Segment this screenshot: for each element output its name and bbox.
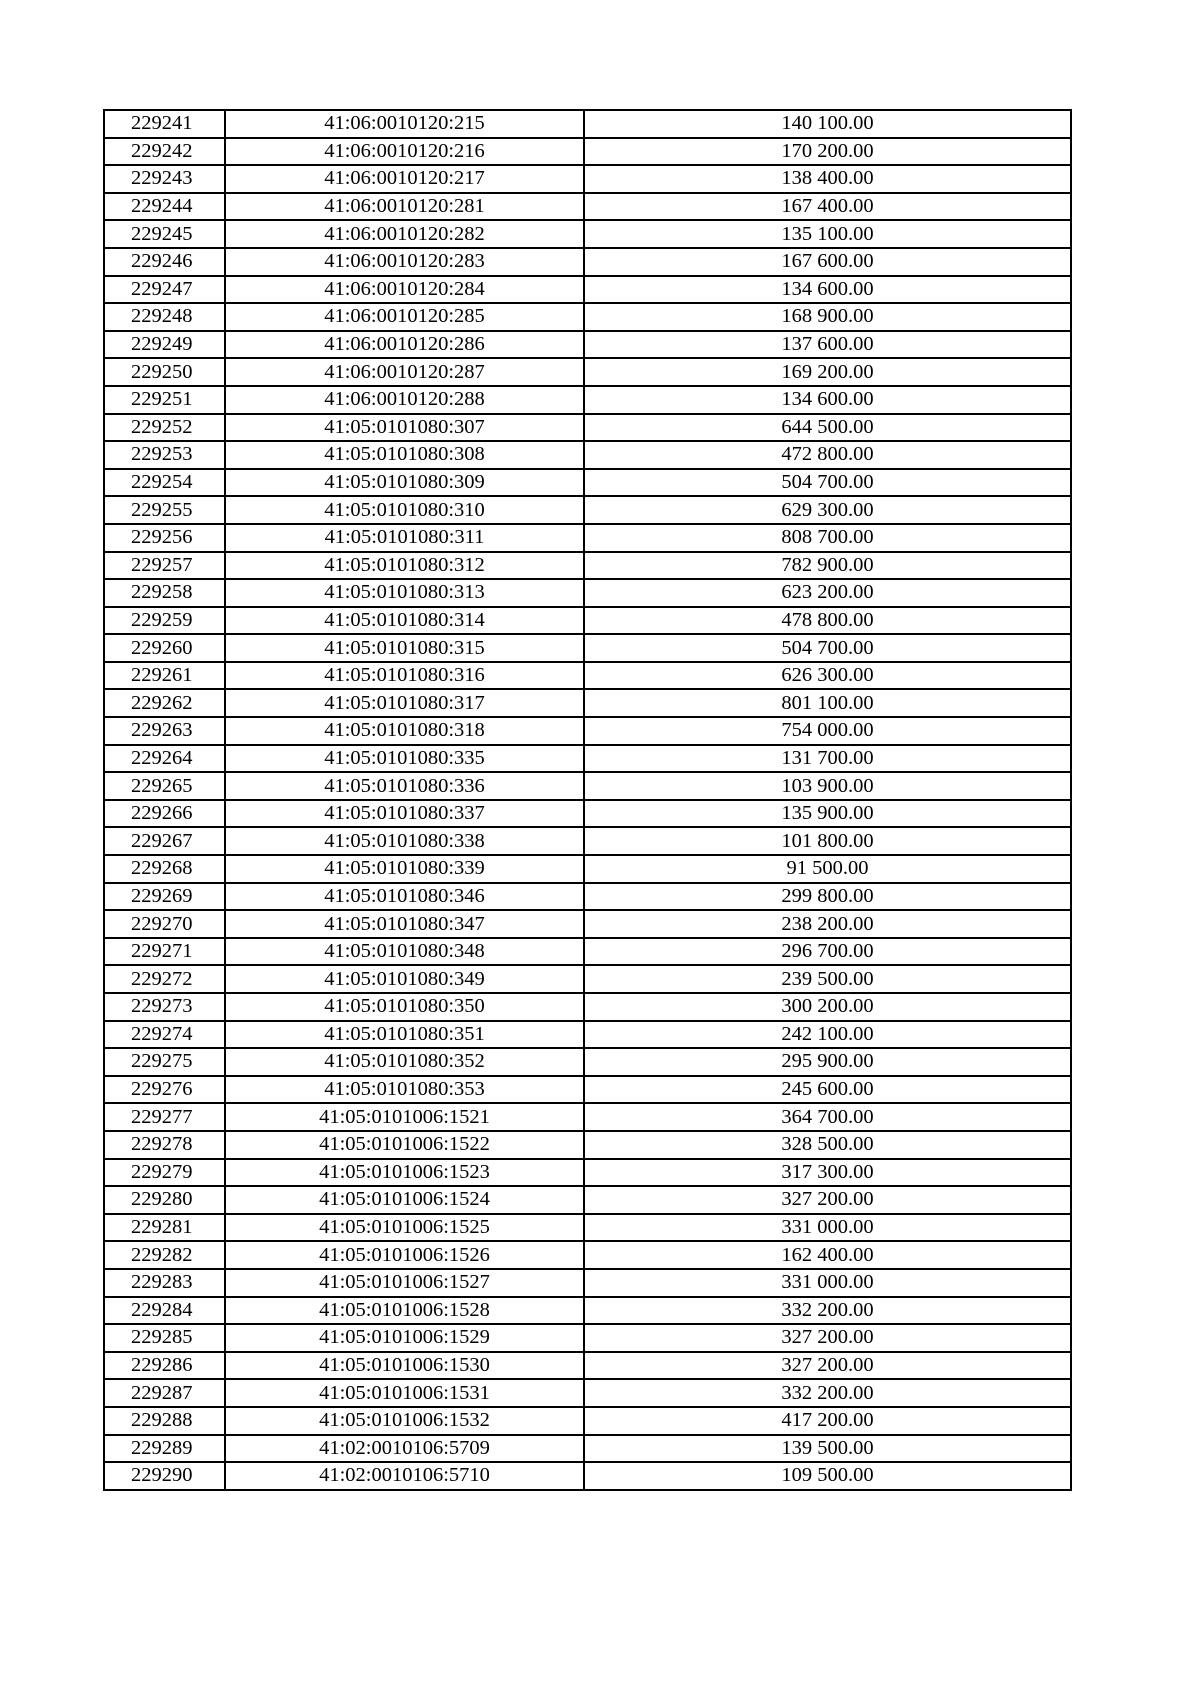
cadastral-value-cell: 103 900.00 [584, 772, 1071, 800]
table-row [104, 1214, 1071, 1242]
row-number-cell: 229284 [104, 1297, 225, 1325]
table-row [104, 910, 1071, 938]
cadastral-value-cell: 167 400.00 [584, 193, 1071, 221]
table-row [104, 1462, 1071, 1490]
table-row [104, 552, 1071, 580]
cadastral-number-cell: 41:05:0101080:351 [225, 1021, 584, 1049]
row-number-cell: 229286 [104, 1352, 225, 1380]
row-number-cell: 229245 [104, 220, 225, 248]
cadastral-number-cell: 41:05:0101080:316 [225, 662, 584, 690]
cadastral-value-cell: 242 100.00 [584, 1021, 1071, 1049]
cadastral-number-cell: 41:05:0101006:1522 [225, 1131, 584, 1159]
cadastral-value-cell: 138 400.00 [584, 165, 1071, 193]
table-row [104, 165, 1071, 193]
table-row [104, 276, 1071, 304]
row-number-cell: 229285 [104, 1324, 225, 1352]
cadastral-value-cell: 332 200.00 [584, 1379, 1071, 1407]
cadastral-number-cell: 41:05:0101080:317 [225, 689, 584, 717]
row-number-cell: 229267 [104, 827, 225, 855]
table-row [104, 1324, 1071, 1352]
table-row [104, 138, 1071, 166]
table-body [104, 110, 1071, 1490]
cadastral-value-cell: 327 200.00 [584, 1186, 1071, 1214]
cadastral-number-cell: 41:05:0101006:1523 [225, 1159, 584, 1187]
cadastral-value-cell: 364 700.00 [584, 1103, 1071, 1131]
cadastral-number-cell: 41:05:0101080:349 [225, 965, 584, 993]
cadastral-value-cell: 139 500.00 [584, 1435, 1071, 1463]
row-number-cell: 229273 [104, 993, 225, 1021]
row-number-cell: 229289 [104, 1435, 225, 1463]
cadastral-value-cell: 629 300.00 [584, 496, 1071, 524]
table-row [104, 110, 1071, 138]
table-row [104, 883, 1071, 911]
cadastral-value-cell: 299 800.00 [584, 883, 1071, 911]
table-row [104, 634, 1071, 662]
table-row [104, 1269, 1071, 1297]
cadastral-value-cell: 295 900.00 [584, 1048, 1071, 1076]
table-row [104, 386, 1071, 414]
cadastral-value-cell: 131 700.00 [584, 745, 1071, 773]
cadastral-number-cell: 41:02:0010106:5709 [225, 1435, 584, 1463]
cadastral-value-cell: 808 700.00 [584, 524, 1071, 552]
row-number-cell: 229276 [104, 1076, 225, 1104]
cadastral-value-cell: 626 300.00 [584, 662, 1071, 690]
row-number-cell: 229257 [104, 552, 225, 580]
row-number-cell: 229243 [104, 165, 225, 193]
cadastral-number-cell: 41:05:0101006:1527 [225, 1269, 584, 1297]
cadastral-number-cell: 41:05:0101080:318 [225, 717, 584, 745]
cadastral-value-cell: 109 500.00 [584, 1462, 1071, 1490]
row-number-cell: 229248 [104, 303, 225, 331]
row-number-cell: 229274 [104, 1021, 225, 1049]
table-row [104, 1379, 1071, 1407]
cadastral-number-cell: 41:05:0101080:337 [225, 800, 584, 828]
table-row [104, 1103, 1071, 1131]
cadastral-number-cell: 41:05:0101080:313 [225, 579, 584, 607]
cadastral-number-cell: 41:05:0101080:339 [225, 855, 584, 883]
table-row [104, 1297, 1071, 1325]
cadastral-value-cell: 623 200.00 [584, 579, 1071, 607]
cadastral-number-cell: 41:05:0101006:1529 [225, 1324, 584, 1352]
row-number-cell: 229278 [104, 1131, 225, 1159]
row-number-cell: 229270 [104, 910, 225, 938]
cadastral-value-cell: 239 500.00 [584, 965, 1071, 993]
table-row [104, 1021, 1071, 1049]
cadastral-number-cell: 41:05:0101080:346 [225, 883, 584, 911]
table-row [104, 938, 1071, 966]
cadastral-value-cell: 169 200.00 [584, 358, 1071, 386]
cadastral-value-cell: 296 700.00 [584, 938, 1071, 966]
row-number-cell: 229242 [104, 138, 225, 166]
table-row [104, 220, 1071, 248]
cadastral-number-cell: 41:05:0101080:312 [225, 552, 584, 580]
row-number-cell: 229277 [104, 1103, 225, 1131]
table-row [104, 827, 1071, 855]
cadastral-number-cell: 41:05:0101080:314 [225, 607, 584, 635]
table-row [104, 1131, 1071, 1159]
cadastral-value-cell: 137 600.00 [584, 331, 1071, 359]
row-number-cell: 229259 [104, 607, 225, 635]
table-row [104, 1076, 1071, 1104]
row-number-cell: 229269 [104, 883, 225, 911]
row-number-cell: 229275 [104, 1048, 225, 1076]
cadastral-number-cell: 41:06:0010120:284 [225, 276, 584, 304]
row-number-cell: 229264 [104, 745, 225, 773]
table-row [104, 993, 1071, 1021]
row-number-cell: 229272 [104, 965, 225, 993]
cadastral-number-cell: 41:06:0010120:288 [225, 386, 584, 414]
cadastral-number-cell: 41:06:0010120:287 [225, 358, 584, 386]
table-row [104, 1352, 1071, 1380]
cadastral-value-cell: 417 200.00 [584, 1407, 1071, 1435]
cadastral-value-cell: 167 600.00 [584, 248, 1071, 276]
table-row [104, 1407, 1071, 1435]
cadastral-value-cell: 782 900.00 [584, 552, 1071, 580]
cadastral-number-cell: 41:05:0101006:1528 [225, 1297, 584, 1325]
row-number-cell: 229281 [104, 1214, 225, 1242]
cadastral-value-cell: 504 700.00 [584, 634, 1071, 662]
row-number-cell: 229255 [104, 496, 225, 524]
cadastral-number-cell: 41:05:0101080:310 [225, 496, 584, 524]
row-number-cell: 229253 [104, 441, 225, 469]
row-number-cell: 229279 [104, 1159, 225, 1187]
cadastral-value-cell: 168 900.00 [584, 303, 1071, 331]
cadastral-number-cell: 41:05:0101080:335 [225, 745, 584, 773]
row-number-cell: 229254 [104, 469, 225, 497]
table-row [104, 1435, 1071, 1463]
cadastral-number-cell: 41:02:0010106:5710 [225, 1462, 584, 1490]
cadastral-number-cell: 41:05:0101080:353 [225, 1076, 584, 1104]
row-number-cell: 229246 [104, 248, 225, 276]
cadastral-number-cell: 41:05:0101006:1521 [225, 1103, 584, 1131]
row-number-cell: 229256 [104, 524, 225, 552]
cadastral-number-cell: 41:06:0010120:216 [225, 138, 584, 166]
cadastral-value-cell: 135 100.00 [584, 220, 1071, 248]
cadastral-value-cell: 91 500.00 [584, 855, 1071, 883]
table-row [104, 689, 1071, 717]
cadastral-value-cell: 331 000.00 [584, 1214, 1071, 1242]
table-row [104, 579, 1071, 607]
cadastral-number-cell: 41:05:0101080:308 [225, 441, 584, 469]
cadastral-value-cell: 162 400.00 [584, 1241, 1071, 1269]
cadastral-number-cell: 41:05:0101006:1531 [225, 1379, 584, 1407]
cadastral-number-cell: 41:06:0010120:217 [225, 165, 584, 193]
row-number-cell: 229258 [104, 579, 225, 607]
row-number-cell: 229251 [104, 386, 225, 414]
cadastral-number-cell: 41:05:0101080:347 [225, 910, 584, 938]
cadastral-value-cell: 135 900.00 [584, 800, 1071, 828]
cadastral-number-cell: 41:05:0101080:352 [225, 1048, 584, 1076]
table-row [104, 800, 1071, 828]
row-number-cell: 229282 [104, 1241, 225, 1269]
cadastral-value-cell: 801 100.00 [584, 689, 1071, 717]
row-number-cell: 229265 [104, 772, 225, 800]
cadastral-number-cell: 41:05:0101080:311 [225, 524, 584, 552]
cadastral-number-cell: 41:05:0101080:348 [225, 938, 584, 966]
table-row [104, 717, 1071, 745]
row-number-cell: 229263 [104, 717, 225, 745]
cadastral-value-cell: 327 200.00 [584, 1324, 1071, 1352]
table-row [104, 662, 1071, 690]
row-number-cell: 229262 [104, 689, 225, 717]
cadastral-value-cell: 478 800.00 [584, 607, 1071, 635]
cadastral-value-cell: 134 600.00 [584, 276, 1071, 304]
row-number-cell: 229280 [104, 1186, 225, 1214]
table-row [104, 1048, 1071, 1076]
cadastral-number-cell: 41:05:0101080:350 [225, 993, 584, 1021]
cadastral-value-cell: 754 000.00 [584, 717, 1071, 745]
row-number-cell: 229244 [104, 193, 225, 221]
cadastral-number-cell: 41:05:0101080:315 [225, 634, 584, 662]
cadastral-value-cell: 472 800.00 [584, 441, 1071, 469]
table-row [104, 358, 1071, 386]
row-number-cell: 229261 [104, 662, 225, 690]
cadastral-number-cell: 41:05:0101080:307 [225, 414, 584, 442]
table-row [104, 965, 1071, 993]
row-number-cell: 229252 [104, 414, 225, 442]
row-number-cell: 229250 [104, 358, 225, 386]
table-row [104, 1241, 1071, 1269]
cadastral-number-cell: 41:05:0101006:1526 [225, 1241, 584, 1269]
table-row [104, 1186, 1071, 1214]
cadastral-number-cell: 41:05:0101080:309 [225, 469, 584, 497]
row-number-cell: 229247 [104, 276, 225, 304]
table-row [104, 441, 1071, 469]
cadastral-number-cell: 41:05:0101080:336 [225, 772, 584, 800]
table-row [104, 607, 1071, 635]
row-number-cell: 229268 [104, 855, 225, 883]
cadastral-value-table [103, 109, 1072, 1491]
cadastral-number-cell: 41:06:0010120:285 [225, 303, 584, 331]
cadastral-number-cell: 41:05:0101006:1524 [225, 1186, 584, 1214]
row-number-cell: 229249 [104, 331, 225, 359]
cadastral-number-cell: 41:05:0101006:1530 [225, 1352, 584, 1380]
row-number-cell: 229241 [104, 110, 225, 138]
cadastral-number-cell: 41:05:0101006:1532 [225, 1407, 584, 1435]
cadastral-value-cell: 331 000.00 [584, 1269, 1071, 1297]
row-number-cell: 229260 [104, 634, 225, 662]
table-row [104, 414, 1071, 442]
cadastral-number-cell: 41:06:0010120:283 [225, 248, 584, 276]
cadastral-value-cell: 332 200.00 [584, 1297, 1071, 1325]
table-row [104, 248, 1071, 276]
cadastral-value-cell: 101 800.00 [584, 827, 1071, 855]
row-number-cell: 229288 [104, 1407, 225, 1435]
cadastral-value-cell: 328 500.00 [584, 1131, 1071, 1159]
table-row [104, 745, 1071, 773]
cadastral-value-cell: 238 200.00 [584, 910, 1071, 938]
cadastral-value-cell: 140 100.00 [584, 110, 1071, 138]
table-row [104, 193, 1071, 221]
row-number-cell: 229283 [104, 1269, 225, 1297]
table-row [104, 855, 1071, 883]
table-row [104, 469, 1071, 497]
table-row [104, 496, 1071, 524]
table-row [104, 1159, 1071, 1187]
cadastral-value-cell: 327 200.00 [584, 1352, 1071, 1380]
table-row [104, 524, 1071, 552]
cadastral-value-cell: 644 500.00 [584, 414, 1071, 442]
cadastral-value-cell: 300 200.00 [584, 993, 1071, 1021]
cadastral-number-cell: 41:06:0010120:281 [225, 193, 584, 221]
cadastral-value-cell: 245 600.00 [584, 1076, 1071, 1104]
table-row [104, 331, 1071, 359]
cadastral-value-cell: 317 300.00 [584, 1159, 1071, 1187]
cadastral-number-cell: 41:05:0101006:1525 [225, 1214, 584, 1242]
row-number-cell: 229271 [104, 938, 225, 966]
row-number-cell: 229290 [104, 1462, 225, 1490]
cadastral-number-cell: 41:06:0010120:215 [225, 110, 584, 138]
cadastral-number-cell: 41:06:0010120:286 [225, 331, 584, 359]
table-row [104, 303, 1071, 331]
table-row [104, 772, 1071, 800]
row-number-cell: 229266 [104, 800, 225, 828]
cadastral-number-cell: 41:05:0101080:338 [225, 827, 584, 855]
cadastral-number-cell: 41:06:0010120:282 [225, 220, 584, 248]
cadastral-value-cell: 170 200.00 [584, 138, 1071, 166]
cadastral-value-cell: 504 700.00 [584, 469, 1071, 497]
cadastral-value-cell: 134 600.00 [584, 386, 1071, 414]
row-number-cell: 229287 [104, 1379, 225, 1407]
